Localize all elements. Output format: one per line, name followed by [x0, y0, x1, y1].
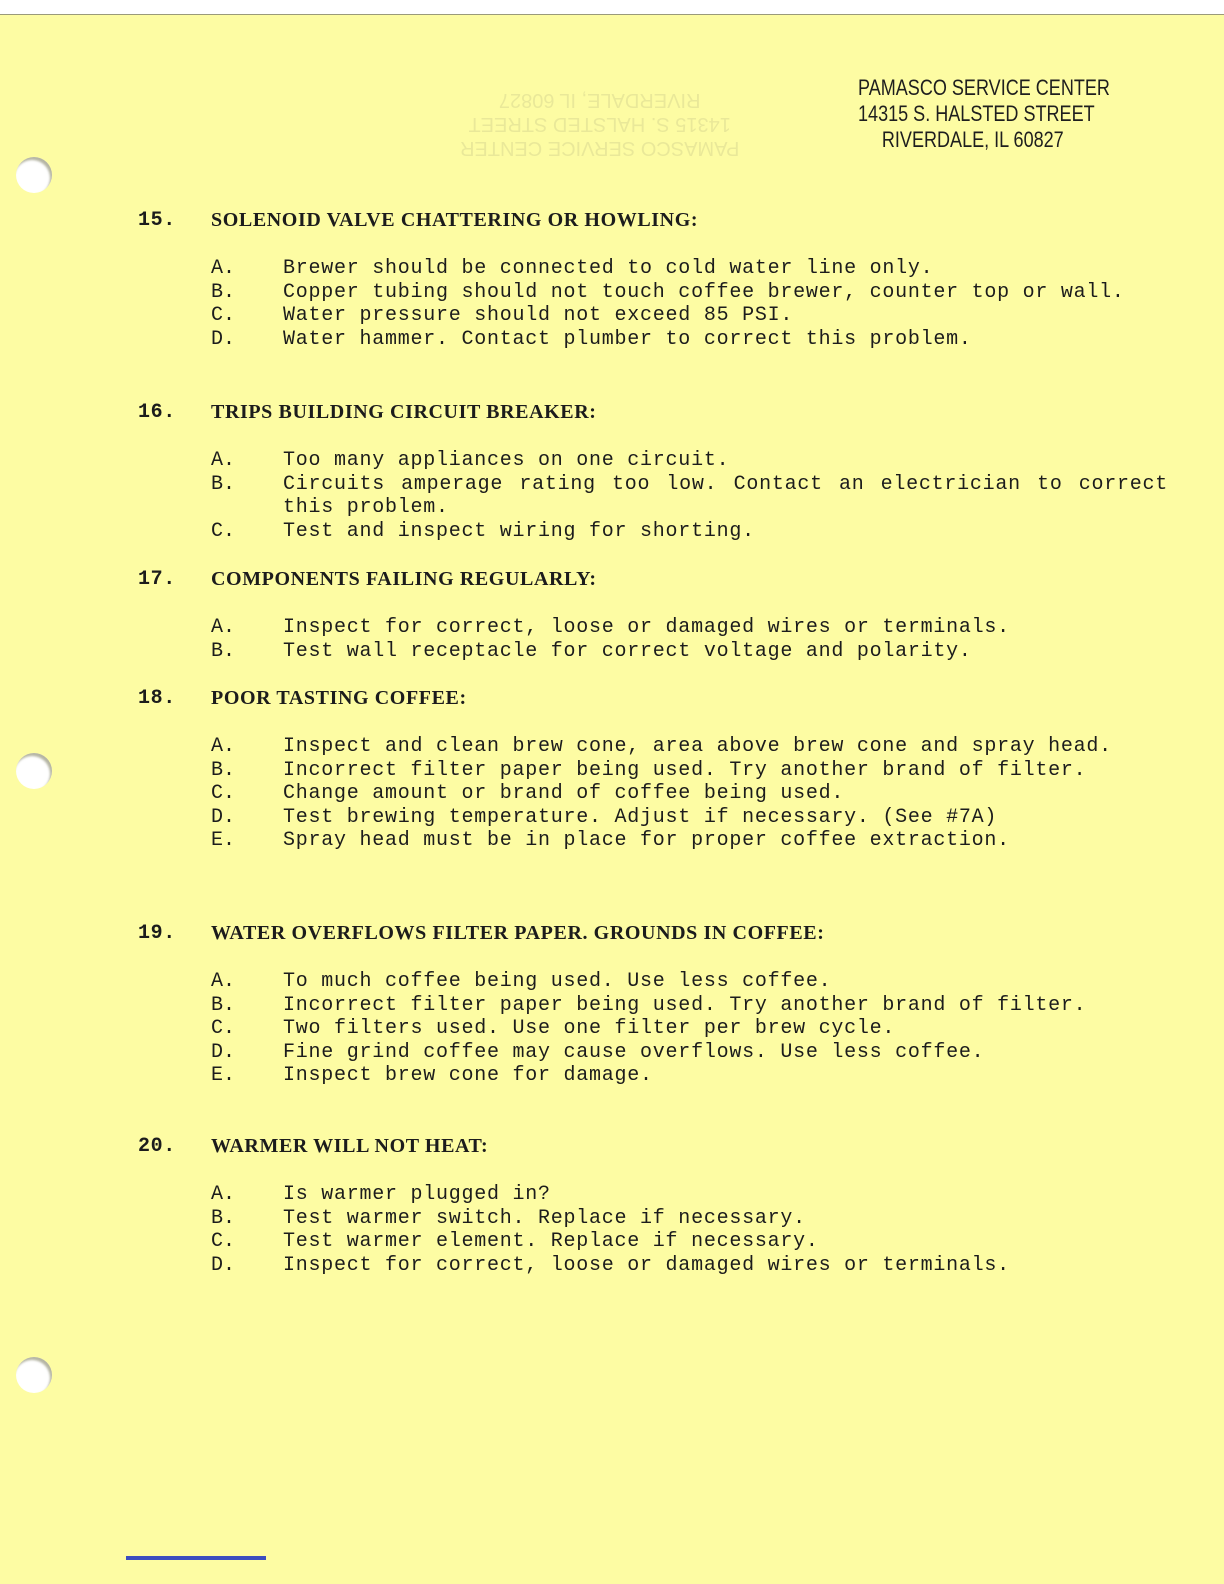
list-item: A. Inspect and clean brew cone, area above brew cone and spray head.	[211, 735, 1112, 758]
section-number: 18.	[138, 687, 176, 710]
section-title: POOR TASTING COFFEE:	[211, 687, 467, 709]
punch-hole-middle	[16, 753, 52, 789]
list-item: C. Test and inspect wiring for shorting.	[211, 519, 755, 543]
list-item: B. Incorrect filter paper being used. Try another brand of filter.	[211, 993, 1087, 1017]
section-18	[138, 687, 1168, 853]
section-20	[138, 1135, 1168, 1277]
list-item: A. Too many appliances on one circuit.	[211, 449, 730, 472]
stamp-street: 14315 S. HALSTED STREET	[858, 101, 1095, 126]
section-title: WATER OVERFLOWS FILTER PAPER. GROUNDS IN COFFEE:	[211, 922, 825, 944]
document-page	[0, 14, 1224, 1584]
list-item: E. Spray head must be in place for proper coffee extraction.	[211, 829, 1010, 853]
stamp-city: RIVERDALE, IL 60827	[881, 127, 1064, 152]
list-item: B. Test warmer switch. Replace if necessary.	[211, 1206, 806, 1230]
section-number: 15.	[138, 209, 176, 232]
list-item: B. Circuits amperage rating too low. Contact an electrician to correct this problem.	[211, 472, 1168, 520]
section-heading	[138, 922, 1168, 946]
list-item: D. Fine grind coffee may cause overflows. Use less coffee.	[211, 1040, 985, 1064]
bleed-through-stamp: PAMASCO SERVICE CENTER 14315 S. HALSTED STREET RIVERDALE, IL 60827	[460, 89, 740, 159]
section-number: 17.	[138, 568, 176, 591]
list-item: A. Is warmer plugged in?	[211, 1183, 551, 1206]
list-item: B. Test wall receptacle for correct voltage and polarity.	[211, 639, 972, 663]
section-17	[138, 568, 1168, 663]
list-item: D. Inspect for correct, loose or damaged wires or terminals.	[211, 1253, 1010, 1277]
section-heading	[138, 401, 1168, 425]
list-item: B. Incorrect filter paper being used. Try another brand of filter.	[211, 758, 1087, 782]
section-number: 20.	[138, 1135, 176, 1158]
section-19	[138, 922, 1168, 1088]
section-title: WARMER WILL NOT HEAT:	[211, 1135, 489, 1157]
list-item: A. Brewer should be connected to cold water line only.	[211, 257, 934, 280]
section-number: 16.	[138, 401, 176, 424]
section-title: SOLENOID VALVE CHATTERING OR HOWLING:	[211, 209, 699, 231]
address-stamp	[858, 75, 1110, 153]
section-heading	[138, 568, 1168, 592]
punch-hole-bottom	[16, 1357, 52, 1393]
section-number: 19.	[138, 922, 176, 945]
list-item: C. Water pressure should not exceed 85 PSI.	[211, 304, 794, 328]
list-item: C. Two filters used. Use one filter per brew cycle.	[211, 1017, 896, 1041]
list-item: C. Change amount or brand of coffee being used.	[211, 782, 845, 806]
section-16	[138, 401, 1168, 543]
section-title: TRIPS BUILDING CIRCUIT BREAKER:	[211, 401, 597, 423]
list-item: D. Test brewing temperature. Adjust if necessary. (See #7A)	[211, 805, 998, 829]
list-item: C. Test warmer element. Replace if necessary.	[211, 1230, 819, 1254]
section-15	[138, 209, 1168, 351]
section-heading	[138, 1135, 1168, 1159]
list-item: B. Copper tubing should not touch coffee brewer, counter top or wall.	[211, 280, 1125, 304]
section-heading	[138, 209, 1168, 233]
scan-edge-mark	[126, 1556, 266, 1560]
section-heading	[138, 687, 1168, 711]
list-item: E. Inspect brew cone for damage.	[211, 1064, 653, 1088]
punch-hole-top	[16, 157, 52, 193]
section-title: COMPONENTS FAILING REGULARLY:	[211, 568, 597, 590]
list-item: A. To much coffee being used. Use less coffee.	[211, 970, 832, 993]
list-item: D. Water hammer. Contact plumber to correct this problem.	[211, 327, 972, 351]
list-item: A. Inspect for correct, loose or damaged wires or terminals.	[211, 616, 1010, 639]
stamp-company: PAMASCO SERVICE CENTER	[858, 75, 1110, 100]
